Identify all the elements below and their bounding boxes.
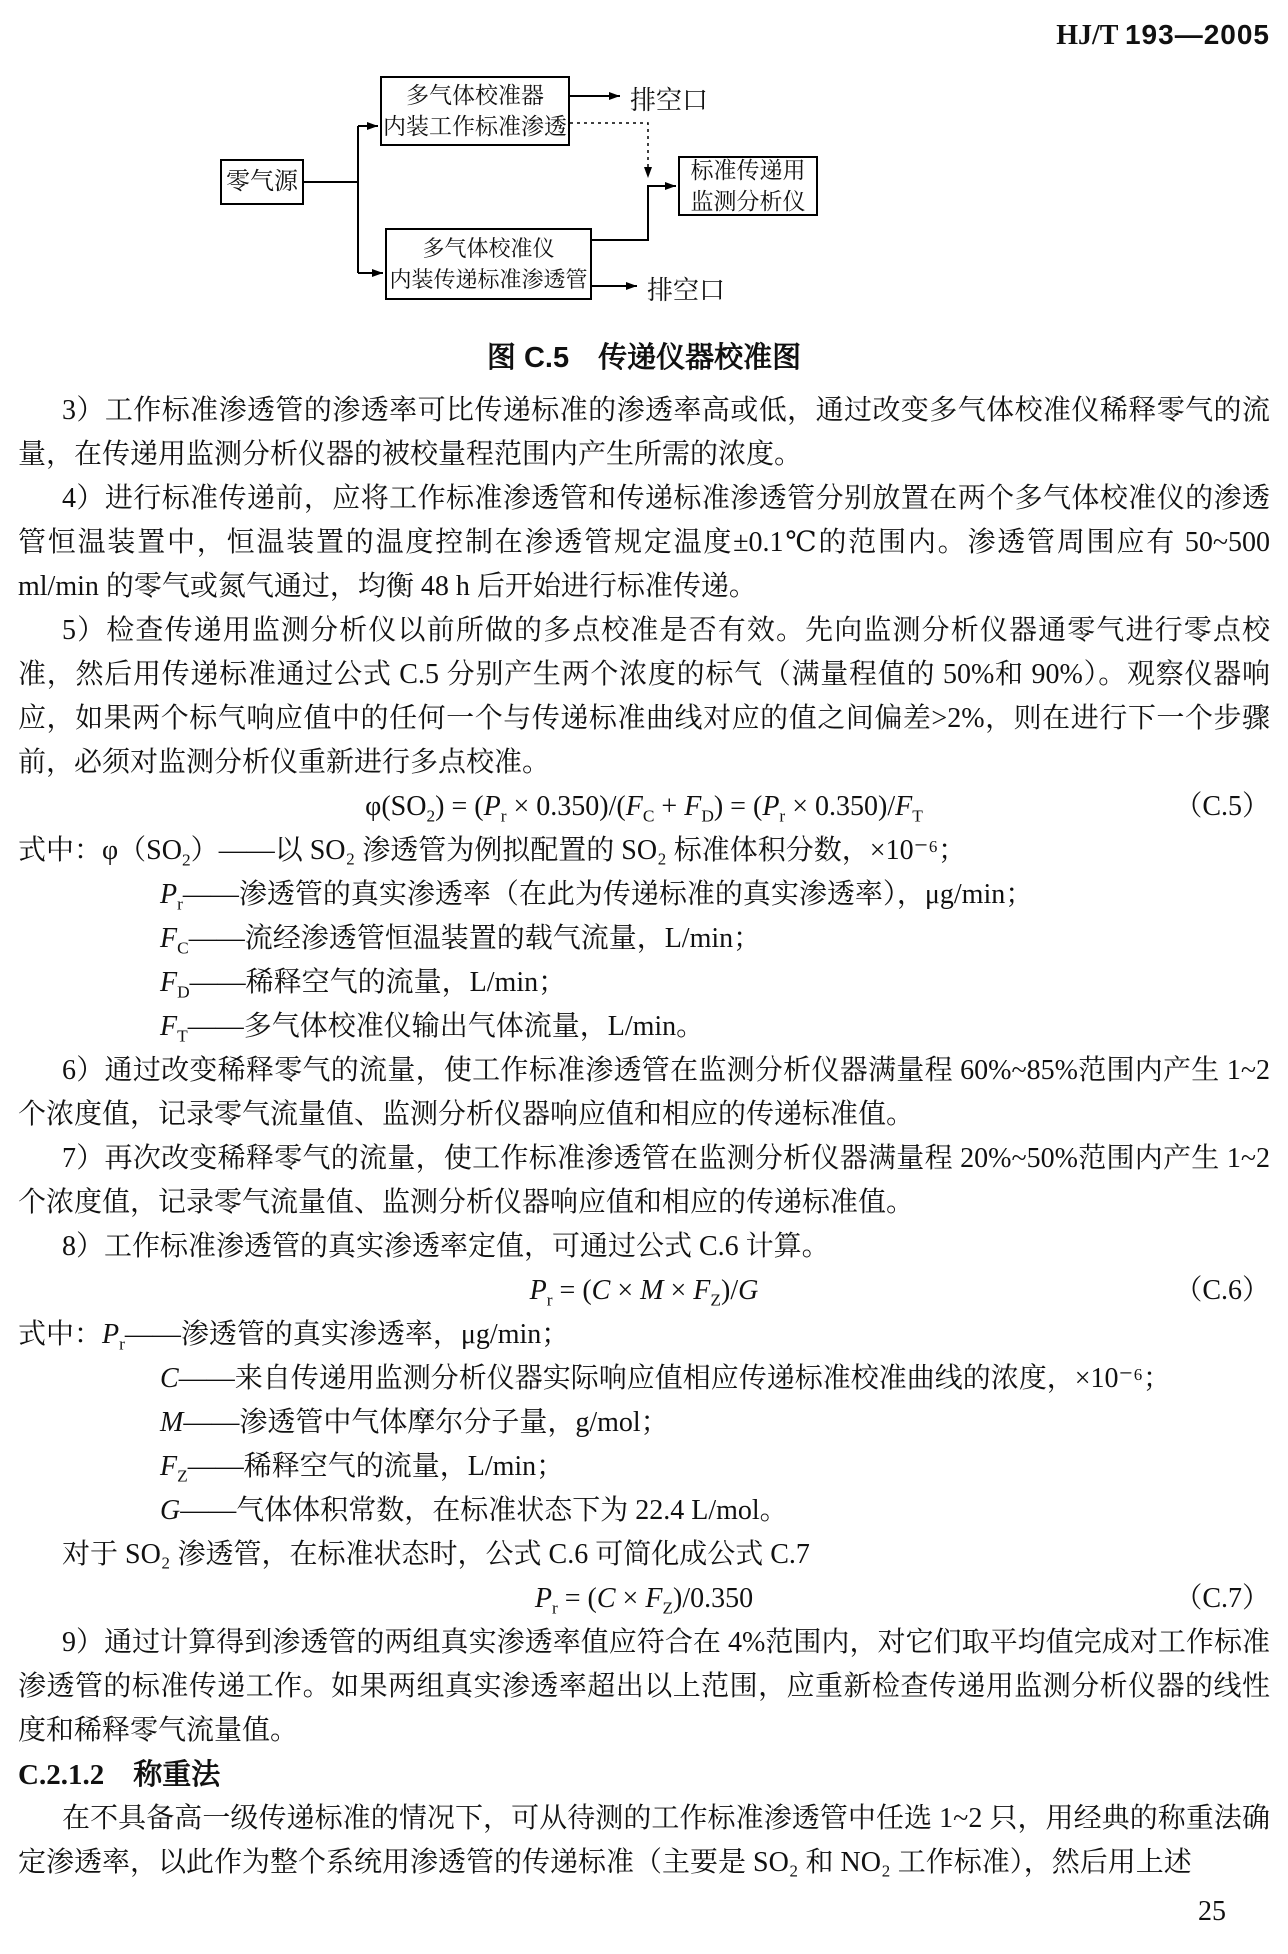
def-term-c: C bbox=[160, 1363, 179, 1394]
page-number: 25 bbox=[1198, 1896, 1226, 1927]
formula-c7 bbox=[18, 1577, 1270, 1621]
zero-gas-source-label: 零气源 bbox=[226, 168, 298, 195]
formula-c7-number: （C.7） bbox=[1174, 1583, 1270, 1614]
body-text bbox=[18, 389, 1270, 1885]
paragraph-item-3: 3）工作标准渗透管的渗透率可比传递标准的渗透率高或低，通过改变多气体校准仪稀释零气的流量，在传递用监测分析仪器的被校量程范围内产生所需的浓度。 bbox=[18, 395, 1270, 470]
def-line-fc bbox=[18, 917, 1270, 961]
def-desc-g: ——气体体积常数，在标准状态下为 22.4 L/mol。 bbox=[180, 1495, 788, 1526]
def-line-ft bbox=[18, 1005, 1270, 1049]
def-desc-c: ——来自传递用监测分析仪器实际响应值相应传递标准校准曲线的浓度，×10⁻⁶； bbox=[178, 1363, 1172, 1394]
def-line-g bbox=[18, 1489, 1270, 1533]
def-line-m bbox=[18, 1401, 1270, 1445]
exhaust-top-label: 排空口 bbox=[630, 86, 709, 115]
def-term-fz: $F_Z$ bbox=[160, 1451, 188, 1486]
standard-code-number: 193—2005 bbox=[1124, 19, 1270, 50]
def-term-phi: $\varphi(SO_2)$ bbox=[102, 835, 219, 870]
figure-c5-diagram bbox=[18, 68, 1270, 323]
transfer-standard-calibrator-box bbox=[385, 228, 592, 300]
exhaust-bottom-label: 排空口 bbox=[647, 276, 726, 305]
doc-header bbox=[18, 14, 1270, 56]
def-term-pr2: $P_r$ bbox=[102, 1319, 125, 1354]
formula-c5-number: （C.5） bbox=[1174, 791, 1270, 822]
def-desc-ft: ——多气体校准仪输出气体流量，L/min。 bbox=[187, 1011, 705, 1042]
figure-caption: 图 C.5 传递仪器校准图 bbox=[486, 342, 802, 374]
def-desc-fd: ——稀释空气的流量，L/min； bbox=[189, 967, 567, 998]
formula-c5-expression: $\varphi(SO_2) = (P_r \times 0.350)/(F_C + F_D) = (P_r \times 0.350)/F_T$ bbox=[365, 791, 923, 826]
def-line-pr bbox=[18, 873, 1270, 917]
paragraph-so2-simplify: 对于 SO₂ 渗透管，在标准状态时，公式 C.6 可简化成公式 C.7 bbox=[62, 1539, 810, 1570]
paragraph-item-7: 7）再次改变稀释零气的流量，使工作标准渗透管在监测分析仪器满量程 20%~50%范围内产生 1~2 个浓度值，记录零气流量值、监测分析仪器响应值和相应的传递标准值。 bbox=[18, 1143, 1270, 1218]
zero-gas-source-box bbox=[220, 159, 304, 205]
def-line-phi bbox=[18, 829, 1270, 873]
section-heading-c212: C.2.1.2 称重法 bbox=[18, 1759, 221, 1791]
def-desc-fz: ——稀释空气的流量，L/min； bbox=[187, 1451, 565, 1482]
dotted-link-top-to-junction bbox=[570, 123, 648, 178]
def-desc-m: ——渗透管中气体摩尔分子量，g/mol； bbox=[183, 1407, 669, 1438]
calibrator-top-line1: 多气体校准器 bbox=[406, 83, 544, 108]
arrow-into-analyzer bbox=[592, 186, 676, 240]
def-desc-pr2: ——渗透管的真实渗透率，μg/min； bbox=[124, 1319, 570, 1350]
def-term-fd: $F_D$ bbox=[160, 967, 190, 1002]
def-desc-phi: ——以 SO₂ 渗透管为例拟配置的 SO₂ 标准体积分数，×10⁻⁶； bbox=[218, 835, 967, 866]
analyzer-line1: 标准传递用 bbox=[690, 158, 806, 183]
formula-c6 bbox=[18, 1269, 1270, 1313]
def-desc-pr: ——渗透管的真实渗透率（在此为传递标准的真实渗透率），μg/min； bbox=[182, 879, 1034, 910]
def-desc-fc: ——流经渗透管恒温装置的载气流量，L/min； bbox=[188, 923, 762, 954]
def-prefix: 式中： bbox=[18, 1319, 103, 1350]
def-term-m: M bbox=[160, 1407, 184, 1438]
standard-code-prefix: HJ/T bbox=[1056, 20, 1125, 51]
def-term-g: G bbox=[160, 1495, 181, 1526]
paragraph-item-8: 8）工作标准渗透管的真实渗透率定值，可通过公式 C.6 计算。 bbox=[62, 1231, 830, 1262]
paragraph-item-5: 5）检查传递用监测分析仪以前所做的多点校准是否有效。先向监测分析仪器通零气进行零点校准，然后用传递标准通过公式 C.5 分别产生两个浓度的标气（满量程值的 50%和 90%）。观察仪器响应，如果两个标气响应值中的任何一个与传递标准曲线对应的值之间偏差>2%，则在进行下一个步骤前，必须对监测分析仪重新进行多点校准。 bbox=[18, 615, 1270, 778]
paragraph-item-4: 4）进行标准传递前，应将工作标准渗透管和传递标准渗透管分别放置在两个多气体校准仪的渗透管恒温装置中，恒温装置的温度控制在渗透管规定温度±0.1℃的范围内。渗透管周围应有 50~500 ml/min 的零气或氮气通过，均衡 48 h 后开始进行标准传递。 bbox=[18, 483, 1270, 602]
formula-c6-expression: $P_r = (C \times M \times F_Z)/G$ bbox=[529, 1275, 759, 1310]
multi-gas-calibrator-box bbox=[380, 76, 570, 146]
monitoring-analyzer-box bbox=[678, 156, 818, 216]
formula-c5 bbox=[18, 785, 1270, 829]
def-line-fz bbox=[18, 1445, 1270, 1489]
def-term-pr: $P_r$ bbox=[160, 879, 183, 914]
paragraph-item-6: 6）通过改变稀释零气的流量，使工作标准渗透管在监测分析仪器满量程 60%~85%范围内产生 1~2 个浓度值，记录零气流量值、监测分析仪器响应值和相应的传递标准值。 bbox=[18, 1055, 1270, 1130]
calibrator-top-line2: 内装工作标准渗透 bbox=[383, 114, 567, 139]
paragraph-weighing-method: 在不具备高一级传递标准的情况下，可从待测的工作标准渗透管中任选 1~2 只，用经典的称重法确定渗透率，以此作为整个系统用渗透管的传递标准（主要是 SO₂ 和 NO₂ 工作标准），然后用上述 bbox=[18, 1803, 1270, 1878]
formula-c7-expression: $P_r = (C \times F_Z)/0.350$ bbox=[534, 1583, 754, 1618]
def-line-fd bbox=[18, 961, 1270, 1005]
def-term-ft: $F_T$ bbox=[160, 1011, 188, 1046]
def-term-fc: $F_C$ bbox=[160, 923, 189, 958]
paragraph-item-9: 9）通过计算得到渗透管的两组真实渗透率值应符合在 4%范围内，对它们取平均值完成对工作标准渗透管的标准传递工作。如果两组真实渗透率超出以上范围，应重新检查传递用监测分析仪器的线性度和稀释零气流量值。 bbox=[18, 1627, 1270, 1746]
def-prefix: 式中： bbox=[18, 835, 103, 866]
calibrator-bottom-line2: 内装传递标准渗透管 bbox=[389, 267, 588, 292]
analyzer-line2: 监测分析仪 bbox=[690, 189, 806, 214]
def-line-pr2 bbox=[18, 1313, 1270, 1357]
formula-c6-number: （C.6） bbox=[1174, 1275, 1270, 1306]
calibrator-bottom-line1: 多气体校准仪 bbox=[422, 236, 555, 261]
def-line-c bbox=[18, 1357, 1270, 1401]
